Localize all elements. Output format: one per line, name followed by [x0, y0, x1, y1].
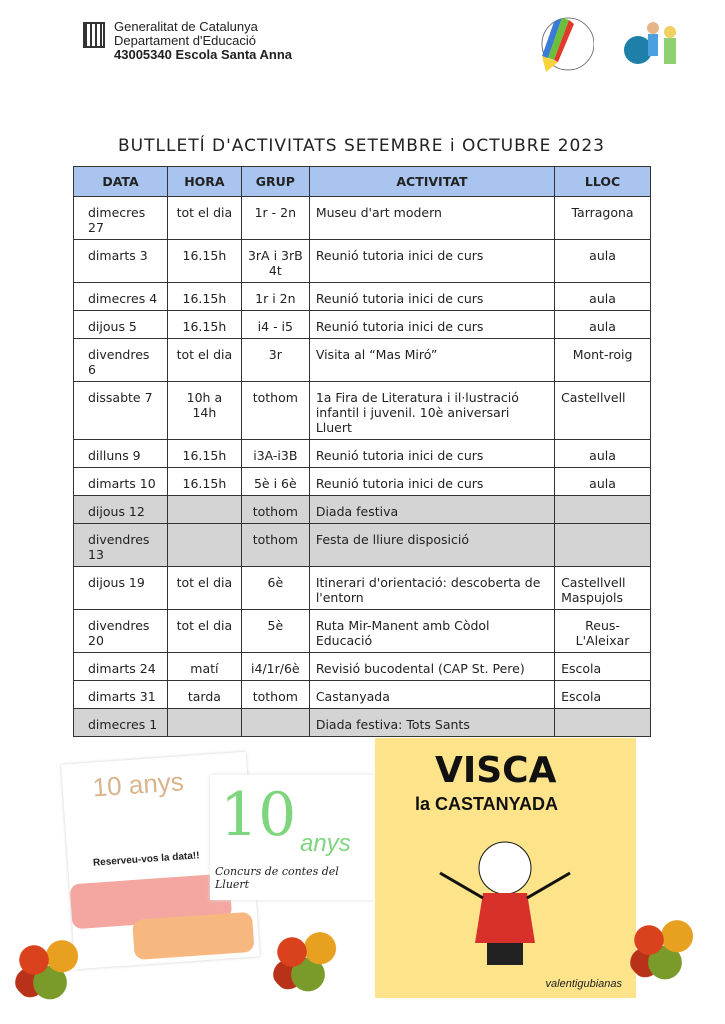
cell-activitat: Reunió tutoria inici de curs	[309, 468, 554, 496]
cell-grup	[241, 709, 309, 737]
cell-activitat: Diada festiva	[309, 496, 554, 524]
generalitat-logo	[83, 22, 105, 48]
cell-data: divendres 20	[74, 610, 168, 653]
cell-activitat: Festa de lliure disposició	[309, 524, 554, 567]
cell-activitat: Diada festiva: Tots Sants	[309, 709, 554, 737]
cell-lloc: aula	[555, 240, 651, 283]
artist-signature: valentigubianas	[545, 978, 622, 990]
cell-hora: tot el dia	[167, 197, 241, 240]
cell-activitat: Reunió tutoria inici de curs	[309, 240, 554, 283]
cell-activitat: Museu d'art modern	[309, 197, 554, 240]
cell-data: dimarts 24	[74, 653, 168, 681]
poster-title: 10 anys	[91, 766, 185, 803]
table-row	[74, 567, 651, 610]
cell-hora: 16.15h	[167, 440, 241, 468]
cell-lloc: Castellvell Maspujols	[555, 567, 651, 610]
activities-table	[73, 166, 651, 737]
cell-grup: 6è	[241, 567, 309, 610]
bulletin-title: BUTLLETÍ D'ACTIVITATS SETEMBRE i OCTUBRE 2023	[118, 136, 605, 156]
header-line-3: 43005340 Escola Santa Anna	[114, 47, 293, 62]
castanyada-subheading: la CASTANYADA	[415, 794, 559, 814]
cell-grup: tothom	[241, 382, 309, 440]
poster-reserve-text: Reserveu-vos la data!!	[92, 850, 200, 869]
table-row	[74, 468, 651, 496]
table-row	[74, 709, 651, 737]
autumn-leaves-image	[10, 930, 90, 1005]
cell-lloc	[555, 496, 651, 524]
cell-hora: 16.15h	[167, 468, 241, 496]
cell-data: dissabte 7	[74, 382, 168, 440]
cell-hora: tot el dia	[167, 339, 241, 382]
col-header-data: DATA	[74, 167, 168, 197]
cell-lloc: Mont-roig	[555, 339, 651, 382]
cell-lloc: Reus-L'Aleixar	[555, 610, 651, 653]
col-header-lloc: LLOC	[555, 167, 651, 197]
cell-activitat: Reunió tutoria inici de curs	[309, 311, 554, 339]
institution-header	[114, 20, 292, 62]
cell-lloc	[555, 524, 651, 567]
cell-data: dijous 5	[74, 311, 168, 339]
cell-lloc: Castellvell	[555, 382, 651, 440]
cell-grup: 1r - 2n	[241, 197, 309, 240]
concurs-contes-card	[210, 775, 375, 900]
autumn-leaves-image	[268, 922, 348, 997]
col-header-hora: HORA	[167, 167, 241, 197]
cell-data: dimecres 4	[74, 283, 168, 311]
cell-grup: 5è i 6è	[241, 468, 309, 496]
cell-data: divendres 13	[74, 524, 168, 567]
cell-grup: tothom	[241, 496, 309, 524]
poster-band	[132, 912, 254, 960]
header-line-2: Departament d'Educació	[114, 33, 256, 48]
table-row	[74, 197, 651, 240]
cell-lloc: aula	[555, 283, 651, 311]
cell-hora: 10h a 14h	[167, 382, 241, 440]
cell-hora: tarda	[167, 681, 241, 709]
girl-illustration	[435, 833, 575, 983]
cell-hora	[167, 524, 241, 567]
cell-data: dilluns 9	[74, 440, 168, 468]
cell-activitat: Revisió bucodental (CAP St. Pere)	[309, 653, 554, 681]
cell-hora: 16.15h	[167, 240, 241, 283]
cell-activitat: 1a Fira de Literatura i il·lustració infantil i juvenil. 10è aniversari Lluert	[309, 382, 554, 440]
cell-hora: 16.15h	[167, 311, 241, 339]
table-row	[74, 524, 651, 567]
col-header-activitat: ACTIVITAT	[309, 167, 554, 197]
table-row	[74, 610, 651, 653]
card-anys: anys	[300, 830, 351, 857]
cell-lloc: aula	[555, 311, 651, 339]
card-number: 10	[220, 780, 297, 850]
table-row	[74, 311, 651, 339]
cell-activitat: Visita al “Mas Miró”	[309, 339, 554, 382]
cell-data: dimarts 31	[74, 681, 168, 709]
table-row	[74, 681, 651, 709]
table-row	[74, 496, 651, 524]
cell-lloc: Escola	[555, 653, 651, 681]
cell-activitat: Reunió tutoria inici de curs	[309, 440, 554, 468]
cell-activitat: Reunió tutoria inici de curs	[309, 283, 554, 311]
cell-grup: i3A-i3B	[241, 440, 309, 468]
cell-lloc: Tarragona	[555, 197, 651, 240]
pencil-school-logo	[536, 14, 594, 76]
cell-hora: tot el dia	[167, 610, 241, 653]
autumn-leaves-image	[625, 910, 705, 985]
cell-hora: matí	[167, 653, 241, 681]
cell-data: dimarts 3	[74, 240, 168, 283]
table-row	[74, 339, 651, 382]
cell-grup: tothom	[241, 524, 309, 567]
cell-activitat: Itinerari d'orientació: descoberta de l'entorn	[309, 567, 554, 610]
cell-hora	[167, 496, 241, 524]
cell-activitat: Castanyada	[309, 681, 554, 709]
cell-data: divendres 6	[74, 339, 168, 382]
cell-lloc: aula	[555, 440, 651, 468]
cell-lloc: aula	[555, 468, 651, 496]
cell-activitat: Ruta Mir-Manent amb Còdol Educació	[309, 610, 554, 653]
cell-grup: 3r	[241, 339, 309, 382]
cell-hora	[167, 709, 241, 737]
cell-hora: 16.15h	[167, 283, 241, 311]
kids-school-logo	[620, 18, 690, 76]
cell-grup: i4/1r/6è	[241, 653, 309, 681]
header-line-1: Generalitat de Catalunya	[114, 19, 258, 34]
table-row	[74, 240, 651, 283]
cell-data: dijous 12	[74, 496, 168, 524]
cell-grup: 3rA i 3rB 4t	[241, 240, 309, 283]
table-row	[74, 440, 651, 468]
col-header-grup: GRUP	[241, 167, 309, 197]
cell-data: dimarts 10	[74, 468, 168, 496]
cell-data: dijous 19	[74, 567, 168, 610]
cell-lloc: Escola	[555, 681, 651, 709]
cell-grup: 5è	[241, 610, 309, 653]
castanyada-illustration	[375, 738, 636, 998]
cell-data: dimecres 1	[74, 709, 168, 737]
table-row	[74, 382, 651, 440]
table-row	[74, 283, 651, 311]
cell-data: dimecres 27	[74, 197, 168, 240]
table-row	[74, 653, 651, 681]
card-subtitle: Concurs de contes del Lluert	[215, 865, 339, 891]
cell-grup: 1r i 2n	[241, 283, 309, 311]
table-header-row	[74, 167, 651, 197]
cell-grup: i4 - i5	[241, 311, 309, 339]
cell-lloc	[555, 709, 651, 737]
castanyada-heading: VISCA	[435, 750, 557, 791]
cell-hora: tot el dia	[167, 567, 241, 610]
cell-grup: tothom	[241, 681, 309, 709]
